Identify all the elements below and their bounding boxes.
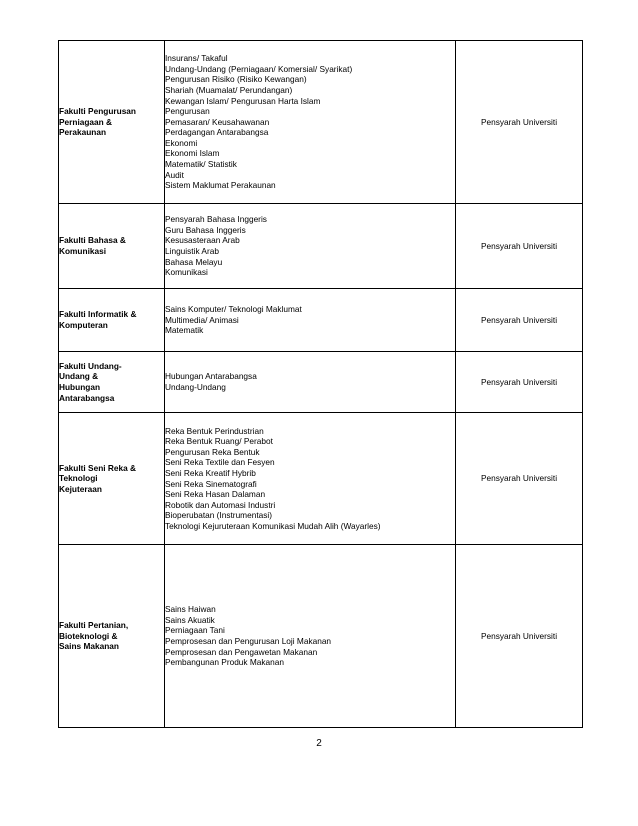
program-item: Multimedia/ Animasi xyxy=(165,314,239,325)
table-row xyxy=(59,289,583,352)
program-item: Seni Reka Textile dan Fesyen xyxy=(165,457,275,468)
page-number: 2 xyxy=(316,738,322,749)
table-body xyxy=(59,41,583,728)
faculty-cell xyxy=(59,413,165,545)
programs-cell xyxy=(165,413,456,545)
programs-cell xyxy=(165,204,456,289)
program-list xyxy=(165,604,455,668)
program-item: Perdagangan Antarabangsa xyxy=(165,127,269,138)
faculty-name-line: Hubungan xyxy=(59,382,101,392)
table-row xyxy=(59,204,583,289)
program-item: Seni Reka Hasan Dalaman xyxy=(165,489,266,500)
faculty-name-line: Fakulti Bahasa & xyxy=(59,235,126,246)
faculty-cell xyxy=(59,204,165,289)
program-list xyxy=(165,304,455,336)
table-row xyxy=(59,545,583,728)
faculty-name-line: Sains Makanan xyxy=(59,641,119,652)
program-item: Perniagaan Tani xyxy=(165,625,225,636)
program-item: Sains Haiwan xyxy=(165,604,216,615)
program-item: Pemprosesan dan Pengurusan Loji Makanan xyxy=(165,636,332,646)
program-item: Undang-Undang (Perniagaan/ Komersial/ Syarikat) xyxy=(165,63,353,74)
position-cell: Pensyarah Universiti xyxy=(456,41,583,204)
faculty-cell xyxy=(59,289,165,352)
position-cell: Pensyarah Universiti xyxy=(456,545,583,728)
program-item: Reka Bentuk Perindustrian xyxy=(165,425,264,436)
program-item: Ekonomi xyxy=(165,137,198,148)
program-item: Sistem Maklumat Perakaunan xyxy=(165,180,276,191)
program-item: Matematik xyxy=(165,325,204,336)
faculty-program-table xyxy=(58,40,583,728)
program-item: Reka Bentuk Ruang/ Perabot xyxy=(165,436,273,447)
faculty-cell xyxy=(59,352,165,413)
faculty-cell xyxy=(59,41,165,204)
program-item: Kewangan Islam/ Pengurusan Harta Islam xyxy=(165,95,321,106)
program-list xyxy=(165,214,455,278)
programs-cell xyxy=(165,289,456,352)
faculty-name-line: Bioteknologi & xyxy=(59,630,118,641)
program-list xyxy=(165,53,455,191)
position-cell: Pensyarah Universiti xyxy=(456,413,583,545)
faculty-name-line: Perakaunan xyxy=(59,127,107,138)
programs-cell xyxy=(165,352,456,413)
faculty-name-line: Teknologi xyxy=(59,473,98,484)
program-item: Pemprosesan dan Pengawetan Makanan xyxy=(165,646,318,657)
program-item: Komunikasi xyxy=(165,267,208,278)
program-item: Teknologi Kejuruteraan Komunikasi Mudah Alih (Wayarles) xyxy=(165,520,381,531)
faculty-name-line: Fakulti Pengurusan xyxy=(59,106,136,117)
table-row xyxy=(59,352,583,413)
program-item: Pembangunan Produk Makanan xyxy=(165,657,285,668)
position-cell: Pensyarah Universiti xyxy=(456,352,583,413)
program-item: Bioperubatan (Instrumentasi) xyxy=(165,510,272,521)
programs-cell xyxy=(165,41,456,204)
position-cell: Pensyarah Universiti xyxy=(456,289,583,352)
faculty-name-line: Antarabangsa xyxy=(59,392,115,403)
faculty-name-line: Fakulti Pertanian, xyxy=(59,620,129,631)
programs-cell xyxy=(165,545,456,728)
program-item: Linguistik Arab xyxy=(165,246,219,256)
program-item: Undang-Undang xyxy=(165,382,226,392)
faculty-name-line: Perniagaan & xyxy=(59,116,113,127)
faculty-name-line: Komunikasi xyxy=(59,246,107,256)
program-item: Seni Reka Kreatif Hybrib xyxy=(165,467,256,478)
program-list xyxy=(165,371,455,392)
position-cell: Pensyarah Universiti xyxy=(456,204,583,289)
program-item: Hubungan Antarabangsa xyxy=(165,371,257,382)
program-item: Matematik/ Statistik xyxy=(165,159,237,170)
faculty-name-line: Undang & xyxy=(59,371,99,382)
faculty-name-line: Fakulti Informatik & xyxy=(59,309,137,320)
program-item: Seni Reka Sinematografi xyxy=(165,478,257,489)
faculty-name-line: Fakulti Undang- xyxy=(59,360,122,371)
program-item: Guru Bahasa Inggeris xyxy=(165,224,246,235)
faculty-cell xyxy=(59,545,165,728)
program-item: Pemasaran/ Keusahawanan xyxy=(165,116,270,127)
program-list xyxy=(165,426,455,532)
program-item: Kesusasteraan Arab xyxy=(165,235,240,246)
program-item: Sains Komputer/ Teknologi Maklumat xyxy=(165,304,302,315)
program-item: Pengurusan Risiko (Risiko Kewangan) xyxy=(165,74,307,85)
program-item: Robotik dan Automasi Industri xyxy=(165,499,276,510)
program-item: Sains Akuatik xyxy=(165,614,215,625)
faculty-name-line: Komputeran xyxy=(59,320,108,330)
faculty-name-line: Fakulti Seni Reka & xyxy=(59,462,137,473)
program-item: Pengurusan Reka Bentuk xyxy=(165,446,260,457)
program-item: Audit xyxy=(165,169,184,180)
table-row xyxy=(59,413,583,545)
program-item: Pensyarah Bahasa Inggeris xyxy=(165,214,267,225)
faculty-name-line: Kejuteraan xyxy=(59,483,102,494)
table-row xyxy=(59,41,583,204)
program-item: Pengurusan xyxy=(165,106,210,117)
program-item: Insurans/ Takaful xyxy=(165,53,228,64)
program-item: Bahasa Melayu xyxy=(165,256,223,267)
program-item: Ekonomi Islam xyxy=(165,148,220,159)
program-item: Shariah (Muamalat/ Perundangan) xyxy=(165,84,293,95)
